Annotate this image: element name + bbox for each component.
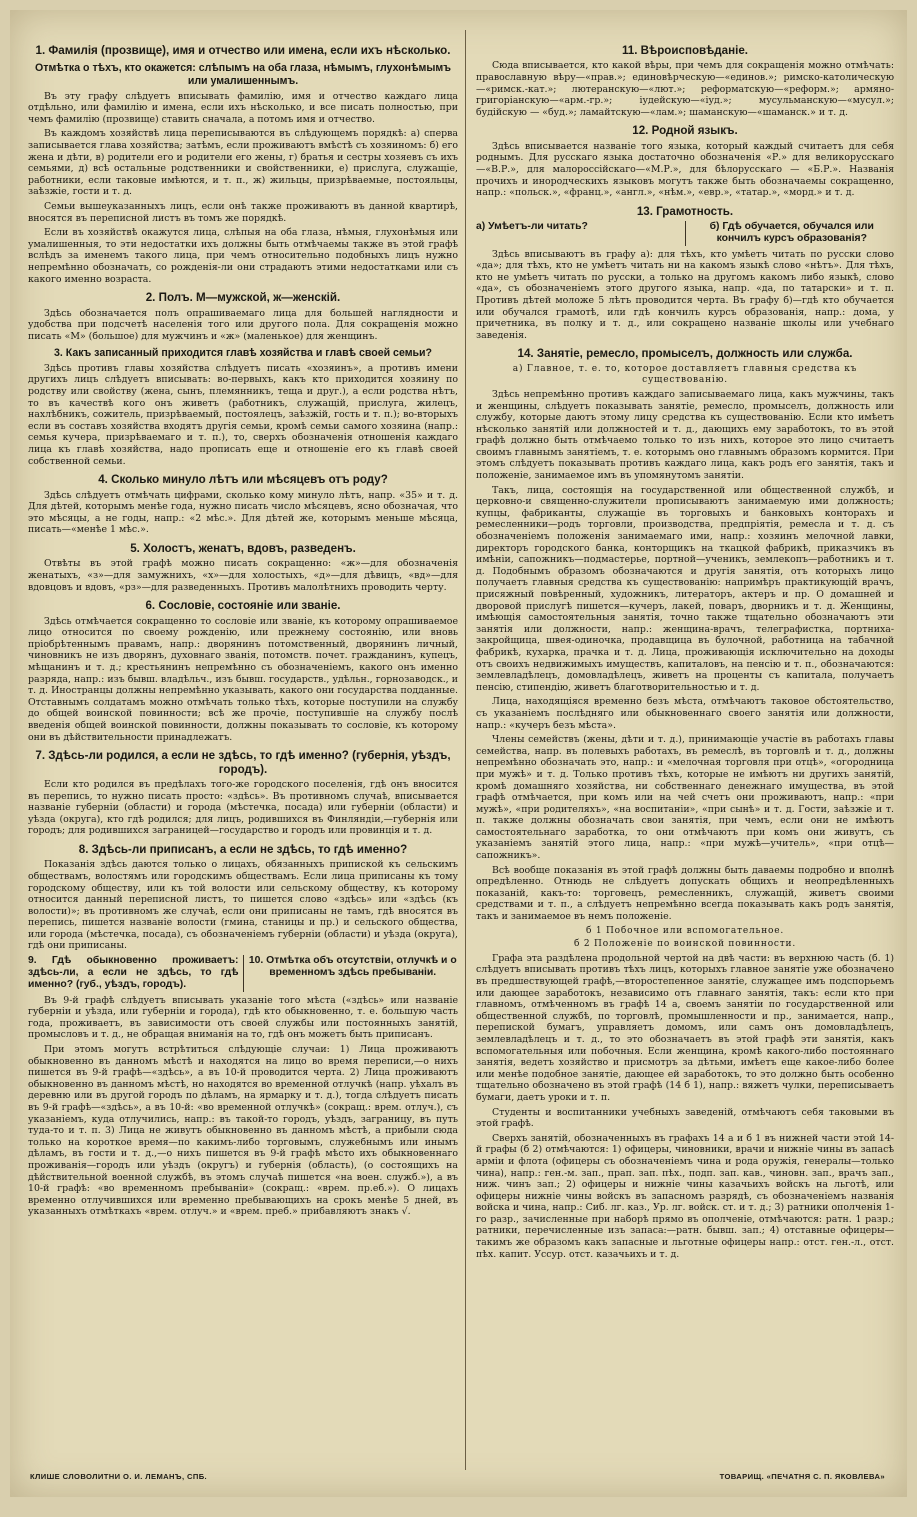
paragraph: При этомъ могутъ встрѣтиться слѣдующіе случаи: 1) Лица проживаютъ обыкновенно въ данномъ мѣстѣ и находятся на лицо во время переписи,—о нихъ пишется въ 9-й графѣ—«здѣсь», а въ 10-й проводится черта. 2) Лица проживаютъ обыкновенно въ данномъ мѣстѣ, но находятся во временной отлучкѣ (напр. уѣхалъ въ деревню или въ другой городъ по дѣламъ, на ярмарку и т. д.), тогда слѣдуетъ писать въ 9-й графѣ—«здѣсь», а въ 10-й: «во временной отлучкѣ» (сокращ.: врем. отлуч.), съ указаніемъ, куда отлучились, напр.: въ такой-то городъ, уѣздъ, заграницу, въ путь туда-то и т. п. 3) Лица не живутъ обыкновенно въ данномъ мѣстѣ, а прибыли сюда только на короткое время—по какимъ-либо торговымъ, служебнымъ или инымъ дѣламъ, въ гости и т. д.,—о нихъ пишется въ 9-й графѣ мѣсто ихъ обыкновеннаго проживанія—городъ или уѣздъ (округъ) и губернія (область), (о состоящихъ на дѣйствительной военной службѣ, въ этомъ случаѣ пишется «на воен. служб.»), а въ 10-й графѣ: «во временномъ пребываніи» (сокращ.: «врем. пр.еб.»). О лицахъ временно отлучившихся или временно пребывающихъ на срокъ менѣе 5 дней, въ указанныхъ отмѣткахъ «врем. отлуч.» и «врем. преб.» прибавляютъ знакъ √.	[28, 1044, 458, 1218]
paragraph: Въ 9-й графѣ слѣдуетъ вписывать указаніе того мѣста («здѣсь» или названіе губерніи и уѣзда, или губерніи и города), гдѣ кто обыкновенно, т. е. большую часть года, проживаетъ, въ зависимости отъ своей службы или постоянныхъ занятій, промысловъ и т. д., не обращая вниманія на то, гдѣ онъ можетъ быть приписанъ.	[28, 994, 458, 1041]
left-column	[28, 38, 458, 1221]
section-11-title: 11. Вѣроисповѣданіе.	[621, 44, 748, 57]
paragraph: Такъ, лица, состоящія на государственной или общественной службѣ, и церковно-и священно-служители прописываютъ занимаемую ими должность; купцы, фабриканты, служащіе въ торговыхъ и банковыхъ конторахъ и ремесленники—родъ торговли, производства, предпріятія, ремесла и т. д. съ обозначеніемъ положенія занимаемаго ими, напр.: хозяинъ мелочной лавки, директоръ городского банка, конторщикъ на ткацкой фабрикѣ, приказчикъ въ имѣніи, сапожникъ—подмастерье, портной—ученикъ, землекопъ—работникъ и т. д. Подобнымъ образомъ обозначаются и другія занятія, отъ которыхъ лицо получаетъ главныя средства къ существованію: напримѣръ практикующій врачъ, присяжный повѣренный, художникъ, литераторъ, актеръ и пр. О домашней и дворовой прислугѣ пишется—кучеръ, лакей, поваръ, дворникъ и т. д. Женщины, имѣющія самостоятельныя занятія, точно также тщательно обозначаютъ эти занятія или должности, напр.: женщина-врачъ, телеграфистка, портниха-закройщица, швея-одиночка, продавщица въ булочной, работница на табачной фабрикѣ, кухарка, прачка и т. д. Лица, проживающія исключительно на доходы отъ своихъ недвижимыхъ имуществъ, капиталовъ, на пенсію и т. п., обозначаются: землевладѣлецъ, домовладѣлецъ, живетъ на проценты съ капитала, получаетъ пенсію, стипендію, живетъ благотворительностью и т. д.	[476, 484, 894, 693]
paragraph: Здѣсь противъ главы хозяйства слѣдуетъ писать «хозяинъ», а противъ имени другихъ лицъ слѣдуетъ вписывать: во-первыхъ, какъ кто приходится хозяину по родству или свойству (жена, сынъ, племянникъ, теща и друг.), а если родства нѣтъ, то въ качествѣ кого онъ живетъ (работникъ, служащій, прислуга, жилецъ, нахлѣбникъ, сожитель, призрѣваемый, постоялецъ, заѣзжій, гость и т. п.); во-вторыхъ если въ составъ хозяйства входятъ другія семьи, кромѣ семьи самого хозяина (напр.: семья кучера, призрѣваемаго и т. п.), то, сверхъ обозначенія отношенія каждаго лица къ главѣ хозяйства, надо прописать еще и отношеніе его къ главѣ своей собственной семьи.	[28, 362, 458, 467]
paragraph: Здѣсь вписывается названіе того языка, который каждый считаетъ для себя роднымъ. Для русскаго языка достаточно обозначенія «Р.» для великорусскаго—«В.Р.», для малороссійскаго—«М.Р.», для бѣлорусскаго — «Б.Р.». Названія прочихъ и инородческихъ языковъ могутъ также быть обозначаемы сокращенно, напр.: «польск.», «франц.», «англ.», «нѣм.», «евр.», «татар.», «морд.» и т. д.	[476, 140, 894, 199]
paragraph: Здѣсь слѣдуетъ отмѣчать цифрами, сколько кому минуло лѣтъ, напр. «35» и т. д. Для дѣтей, которымъ менѣе года, нужно писать число мѣсяцевъ, ясно обозначая, что это мѣсяцы, а не годы, напр.: «2 мѣс.». Для дѣтей же, которымъ меньше мѣсяца, писать—«менѣе 1 мѣс.».	[28, 489, 458, 536]
paragraph: Здѣсь отмѣчается сокращенно то сословіе или званіе, къ которому опрашиваемое лицо относится по своему рожденію, или прежнему состоянію, или вновь пріобрѣтеннымъ правамъ, напр.: дворянинъ потомственный, дворянинъ личный, чиновникъ не изъ дворянъ, духовнаго званія, потомств. почет. гражданинъ, купецъ, мѣщанинъ и т. д.; крестьянинъ непремѣнно съ обозначеніемъ, какого онъ именно разряда, напр.: изъ бывш. владѣльч., изъ бывш. государств., удѣльн., горнозаводск., и т. д. Иностранцы должны непремѣнно указывать, какого они государства подданные. Отставнымъ солдатамъ можно отмѣчать только тѣхъ, которые поступили на службу до общей воинской повинности; всѣ же прочіе, поступившіе на службу послѣ введенія общей воинской повинности, должны показывать то сословіе, къ которому они въ дѣйствительности принадлежатъ.	[28, 615, 458, 743]
printer-credit-left: КЛИШЕ СЛОВОЛИТНИ О. И. ЛЕМАНЪ, СПБ.	[30, 1472, 208, 1481]
paragraph: Лица, находящіяся временно безъ мѣста, отмѣчаютъ таковое обстоятельство, съ указаніемъ послѣдняго или обыкновеннаго своего занятія или должности, напр.: «кучеръ безъ мѣста».	[476, 696, 894, 731]
section-14b1-subtitle: б 1 Побочное или вспомогательное.	[585, 925, 785, 936]
section-13a-title: а) Умѣетъ-ли читать?	[476, 221, 588, 233]
section-5-title: 5. Холостъ, женатъ, вдовъ, разведенъ.	[130, 542, 356, 555]
paragraph: Если въ хозяйствѣ окажутся лица, слѣпыя на оба глаза, нѣмыя, глухонѣмыя или умалишенныя, то эти недостатки ихъ должны быть отмѣчаемы также въ этой графѣ вслѣдъ за именемъ такого лица, при чемъ относительно подобныхъ лицъ нужно непремѣнно обозначать, со рожденія-ли они страдаютъ этими недостатками или съ какого именно возраста.	[28, 227, 458, 285]
section-4-title: 4. Сколько минуло лѣтъ или мѣсяцевъ отъ роду?	[98, 473, 388, 487]
paragraph: Сверхъ занятій, обозначенныхъ въ графахъ 14 а и б 1 въ нижней части этой 14-й графы (б 2) отмѣчаются: 1) офицеры, чиновники, врачи и нижніе чины въ запасѣ арміи и флота (офицеры съ обозначеніемъ чина и рода оружія, генералы—только чина), напр.: ген.-м. зап., прап. зап. пѣх., подп. зап. кав., чиновн. зап., врачъ зап., ниж. чинъ зап.; 2) офицеры и нижніе чины казачьихъ войскъ на льготѣ, или офицеры нижніе чины войскъ въ запасномъ разрядѣ, съ обозначеніемъ названія войска и чина, напр.: Сиб. лг. каз., Ур. лг. войск. ст. и т. д.; 3) ратники ополченія 1-го разр., зачисленные при наборѣ прямо въ ополченіе, отмѣчаются: ратн. 1 разр.; ратники, перечисленные изъ запаса:—ратн. бывш. зап.; 4) отставные офицеры—такимъ же образомъ какъ запасные и льготные офицеры напр.: отст. ген.-л., отст. пѣх. капит. Уссур. отст. казачьихъ и т. д.	[476, 1132, 894, 1260]
paragraph: Здѣсь обозначается полъ опрашиваемаго лица для большей наглядности и удобства при подсчетѣ населенія того или другого пола. Для сокращенія можно писать «М» (большое) для мужчинъ и «ж» (маленькое) для женщинъ.	[28, 307, 458, 342]
header-divider	[243, 955, 244, 992]
section-12-title: 12. Родной языкъ.	[632, 124, 738, 138]
section-13-header	[476, 221, 894, 245]
section-13b-title: б) Гдѣ обучается, обучался или кончилъ курсъ образованія?	[709, 221, 874, 245]
section-14b2-subtitle: б 2 Положеніе по воинской повинности.	[573, 939, 797, 950]
section-9-title: 9. Гдѣ обыкновенно проживаетъ: здѣсь-ли, а если не здѣсь, то гдѣ именно? (губ., уѣздъ, городъ).	[28, 955, 239, 991]
section-14-title: 14. Занятіе, ремесло, промыселъ, должность или служба.	[517, 347, 853, 361]
paragraph: Въ эту графу слѣдуетъ вписывать фамилію, имя и отчество каждаго лица отдѣльно, или фамилію и имена, если ихъ нѣсколько, и все писать полностью, при чемъ фамилію (прозвище) ставить сначала, а потомъ имя и отчество.	[28, 90, 458, 125]
paragraph: Сюда вписывается, кто какой вѣры, при чемъ для сокращенія можно отмѣчать: православную вѣру—«прав.»; единовѣрческую—«единов.»; римско-католическую—«римск.-кат.»; лютеранскую—«лют.»; реформатскую—«реформ.»; армяно-григоріанскую—«арм.-гр.»; іудейскую—«іуд.»; мусульманскую—«мусул.»; будійскую — «буд.»; ламайтскую—«лам.»; шаманскую—«шаманск.» и т. д.	[476, 60, 894, 118]
section-9-10-header	[28, 955, 458, 992]
section-2-title: 2. Полъ. М—мужской, ж—женскій.	[145, 291, 341, 305]
section-1-title: 1. Фамилія (прозвище), имя и отчество или имена, если ихъ нѣсколько.	[35, 44, 451, 57]
section-3-title: 3. Какъ записанный приходится главѣ хозяйства и главѣ своей семьи?	[53, 347, 433, 360]
paragraph: Отвѣты въ этой графѣ можно писать сокращенно: «ж»—для обозначенія женатыхъ, «з»—для замужнихъ, «х»—для холостыхъ, «д»—для дѣвицъ, «вд»—для вдовцовъ и вдовъ, «рз»—для разведенныхъ. Противъ малолѣтнихъ проводить черту.	[28, 558, 458, 593]
header-divider	[685, 221, 686, 245]
paragraph: Здѣсь вписываютъ въ графу а): для тѣхъ, кто умѣетъ читать по русски слово «да»; для тѣхъ, кто не умѣетъ читать ни на какомъ языкѣ слово «нѣтъ». Для тѣхъ, кто не умѣетъ читать по русски, а только на другомъ какомъ либо языкѣ, слово «да», съ обозначеніемъ этого другого языка, напр. «да, по татарски» и т. п. Противъ дѣтей моложе 5 лѣтъ проводится черта. Въ графу б)—гдѣ кто обучается или обучался грамотѣ, или гдѣ кончилъ курсъ образованія, напр.: дома, у причетника, въ полку и т. д., или сокращено названіе школы или учебнаго заведенія.	[476, 248, 894, 341]
section-10-title: 10. Отмѣтка объ отсутствіи, отлучкѣ и о временномъ здѣсь пребываніи.	[248, 955, 457, 979]
section-13-title: 13. Грамотность.	[636, 204, 734, 218]
right-column	[476, 38, 894, 1263]
paragraph: Члены семействъ (жены, дѣти и т. д.), принимающіе участіе въ работахъ главы семейства, напр. въ полевыхъ работахъ, въ ремеслѣ, въ торговлѣ и т. д., должны непремѣнно обозначать это, напр.: и «мелочная торговля при отцѣ», «огородница при мужѣ» и т. д. Только противъ тѣхъ, которые не имѣютъ ни другихъ занятій, кромѣ домашняго хозяйства, ни собственнаго денежнаго имущества, въ этой графѣ отмѣчается, при комъ или на чей счетъ они проживаютъ, напр.: «при мужѣ», «при родителяхъ», «на воспитаніи», «при сынѣ» и т. д. Гости, заѣзжіе и т. п. также должны обозначать свои занятія, при чемъ, если они не имѣютъ самостоятельнаго заработка, то они отмѣчаютъ при комъ они живутъ, съ указаніемъ занятій этого лица, напр.: «при мужѣ—учитель», «при отцѣ—сапожникъ».	[476, 734, 894, 862]
printer-credit-right: ТОВАРИЩ. «ПЕЧАТНЯ С. П. ЯКОВЛЕВА»	[719, 1472, 885, 1481]
section-6-title: 6. Сословіе, состояніе или званіе.	[145, 599, 341, 613]
section-1-note: Отмѣтка о тѣхъ, кто окажется: слѣпымъ на оба глаза, нѣмымъ, глухонѣмымъ или умалишеннымъ.	[35, 62, 451, 87]
paragraph: Въ каждомъ хозяйствѣ лица переписываются въ слѣдующемъ порядкѣ: а) сперва записывается глава хозяйства; затѣмъ, если проживаютъ вмѣстѣ съ хозяиномъ: б) его жена и дѣти, в) родители его и родители его жены, г) братья и сестры хозяевъ съ ихъ семьями, д) всѣ остальные родственники и свойственники, е) прислуга, служащіе, работники, если таковые имѣются, и т. п., ж) жильцы, призрѣваемые, постояльцы, заѣзжіе, гости и т. д.	[28, 128, 458, 198]
paragraph: Если кто родился въ предѣлахъ того-же городского поселенія, гдѣ онъ вносится въ перепись, то нужно писать просто: «здѣсь». Въ противномъ случаѣ, вписывается названіе губерніи (области) и города (мѣстечка, посада) или губерніи (области) и уѣзда (округа), кто гдѣ родился; для лицъ, родившихся въ Финляндіи,—губернія или городъ; для родившихся заграницей—государство и городъ или провинція и т. д.	[28, 778, 458, 837]
document-page	[10, 10, 907, 1497]
paragraph: Всѣ вообще показанія въ этой графѣ должны быть даваемы подробно и вполнѣ опредѣленно. Отнюдь не слѣдуетъ допускать общихъ и неопредѣленныхъ показаній, какъ-то: торговецъ, ремесленникъ, служащій, живетъ своими средствами и т. п., а слѣдуетъ непремѣнно всегда показывать какъ родъ занятія, такъ и занимаемое въ немъ положеніе.	[476, 864, 894, 923]
paragraph: Семьи вышеуказанныхъ лицъ, если онѣ также проживаютъ въ данной квартирѣ, вносятся въ переписной листъ въ томъ же порядкѣ.	[28, 200, 458, 224]
section-7-title: 7. Здѣсь-ли родился, а если не здѣсь, то гдѣ именно? (губернія, уѣздъ, городъ).	[35, 749, 451, 776]
section-14a-subtitle: а) Главное, т. е. то, которое доставляетъ главныя средства къ существованію.	[512, 363, 858, 386]
paragraph: Показанія здѣсь даются только о лицахъ, обязанныхъ припиской къ сельскимъ обществамъ, волостямъ или городскимъ обществамъ. Если лица приписаны къ тому городскому обществу, или къ той волости или сельскому обществу, къ которому относится данный переписной листъ, то пишется слово «здѣсь» или «здѣсь (къ волости)»; въ противномъ же случаѣ, если они приписаны не тамъ, гдѣ вносятся въ перепись, пишется названіе волости (гмина, станицы и пр.) и сельского общества, или города (мѣстечка, посада), съ обозначеніемъ губерніи (области) и уѣзда (округа), гдѣ они приписаны.	[28, 859, 458, 952]
paragraph: Графа эта раздѣлена продольной чертой на двѣ части: въ верхнюю часть (б. 1) слѣдуетъ вписывать противъ тѣхъ лицъ, которыхъ главное занятіе уже обозначено въ предшествующей графѣ,—второстепенное занятіе, служащее имъ подспорьемъ или дающее заработокъ, независимо отъ главнаго занятія, такъ: если кто при главномъ, отмѣченномъ въ графѣ 14 а, своемъ занятіи по государственной или общественной службѣ, по торговлѣ, промышленности и пр., занимается, напр., перепиской бумагъ, управляетъ домомъ, или самъ онъ домовладѣлецъ, землевладѣлецъ и т. д., то это обозначаетъ въ этой графѣ эти занятія, какъ вспомогательныя или побочныя. Если женщина, кромѣ какого-либо постояннаго занятія, ведетъ хозяйство и присмотръ за дѣтьми, имѣетъ еще какое-либо более или менѣе подобное занятіе, дающее ей заработокъ, то это должно быть особенно тщательно обозначено въ этой графѣ (14 б 1), напр.: вяжетъ чулки, переписываетъ бумаги, даетъ уроки и т. п.	[476, 952, 894, 1103]
section-8-title: 8. Здѣсь-ли приписанъ, а если не здѣсь, то гдѣ именно?	[78, 842, 408, 856]
column-divider	[465, 30, 466, 1470]
paragraph: Студенты и воспитанники учебныхъ заведеній, отмѣчаютъ себя таковыми въ этой графѣ.	[476, 1106, 894, 1130]
paragraph: Здѣсь непремѣнно противъ каждаго записываемаго лица, какъ мужчины, такъ и женщины, слѣдуетъ показывать занятіе, ремесло, промыселъ, должность или службу, которые даютъ этому лицу средства къ существованію. Если кто имѣетъ нѣсколько занятій или должностей и т. д., дающихъ ему заработокъ, то въ этой графѣ должно быть отмѣчаемо только то изъ нихъ, которое это лицо считаетъ своимъ главнымъ занятіемъ, т. е. которымъ оно главнымъ образомъ кормится. При этомъ слѣдуетъ показывать противъ каждаго лица, какъ родъ его занятія, такъ и положеніе, занимаемое имъ въ упомянутомъ занятіи.	[476, 388, 894, 482]
